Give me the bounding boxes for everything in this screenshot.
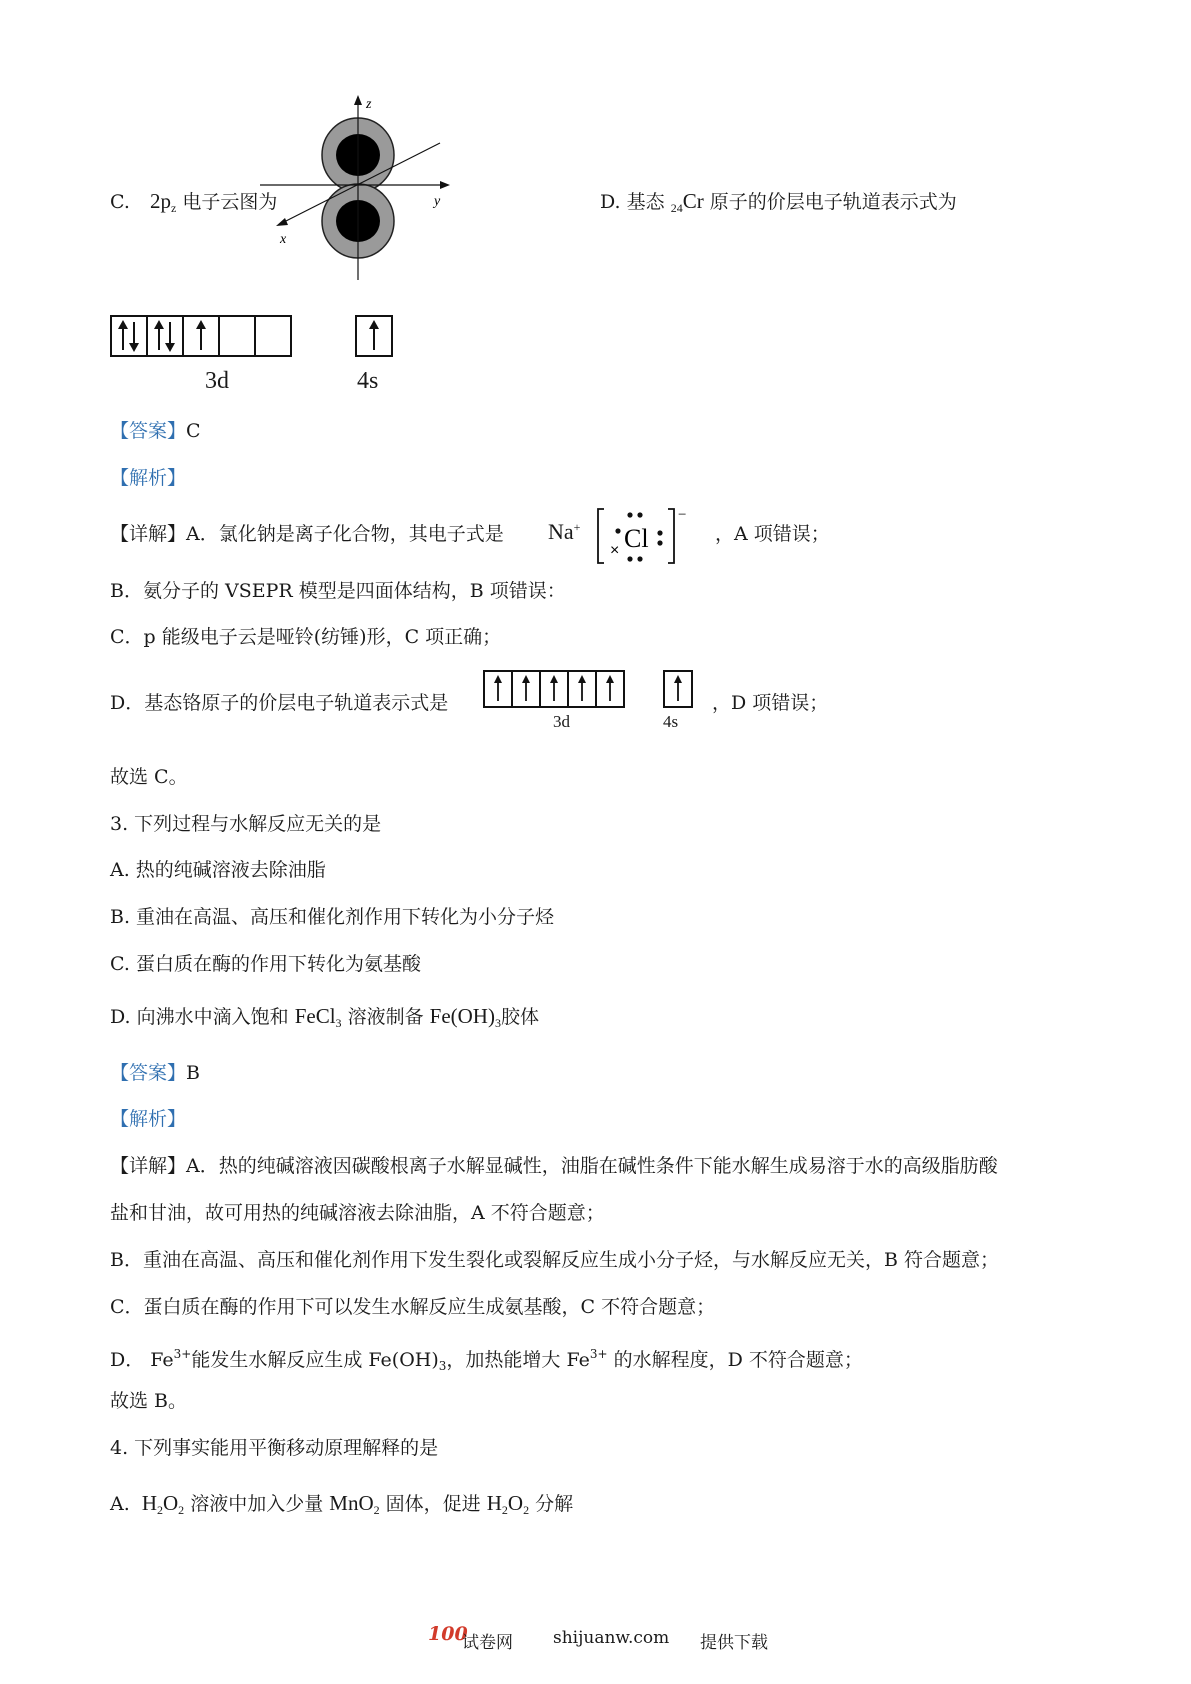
q2-detail-b: B．氨分子的 VSEPR 模型是四面体结构，B 项错误： <box>110 580 566 602</box>
orbital-box <box>146 315 184 357</box>
y-axis-label: y <box>434 194 441 209</box>
label-3d-small: 3d <box>553 712 570 731</box>
cl-charge: − <box>678 507 687 523</box>
q3-option-a: A. 热的纯碱溶液去除油脂 <box>110 859 326 881</box>
footer-domain-link[interactable]: shijuanw.com <box>553 1628 670 1648</box>
orbital-box <box>595 670 625 708</box>
orbital-box <box>110 315 148 357</box>
footer-logo: 100 <box>428 1623 468 1645</box>
q2-detail-c: C．p 能级电子云是哑铃(纺锤)形，C 项正确； <box>110 626 502 648</box>
q4-option-a: A. $H_2O_2$ 溶液中加入少量 MnO$_2$ 固体，促进 $H_2O_2$ 分解 <box>110 1491 574 1517</box>
option-c-line <box>110 188 277 221</box>
option-d-line <box>600 188 957 221</box>
q2-conclusion: 故选 C。 <box>110 766 188 788</box>
label-3d: 3d <box>205 368 229 394</box>
q3-detail-a2: 盐和甘油，故可用热的纯碱溶液去除油脂，A 不符合题意； <box>110 1202 605 1224</box>
svg-text:×: × <box>610 542 620 559</box>
h2o2-formula: $H_2O_2$ <box>141 1491 185 1517</box>
q3-detail-d: D． $Fe^{3+}$能发生水解反应生成 $Fe(OH)_3$，加热能增大 $Fe^{3+}$ 的水解程度，D 不符合题意； <box>110 1347 863 1373</box>
cr-symbol: $_{24}$Cr <box>670 189 704 215</box>
label-4s: 4s <box>357 368 379 394</box>
orbital-box <box>511 670 541 708</box>
cr-3d-orbital-boxes <box>110 315 292 357</box>
option-d-prefix: D. 基态 <box>600 191 665 213</box>
feoh3-formula: $Fe(OH)_3$ <box>429 1004 501 1030</box>
option-c-text: 电子云图为 <box>182 191 278 213</box>
answer-value: B <box>186 1062 200 1084</box>
orbital-box <box>539 670 569 708</box>
q3-option-b: B. 重油在高温、高压和催化剂作用下转化为小分子烃 <box>110 906 555 928</box>
h2o2-formula-2: $H_2O_2$ <box>486 1491 530 1517</box>
orbital-box <box>182 315 220 357</box>
orbital-box <box>355 315 393 357</box>
z-axis-label: z <box>366 97 372 112</box>
cr-correct-3d-boxes <box>483 670 625 708</box>
q3-option-d: D. 向沸水中滴入饱和 FeCl$_3$ 溶液制备 $Fe(OH)_3$胶体 <box>110 1004 539 1030</box>
p-orbital-diagram <box>260 95 480 285</box>
q2-detail-d-end: ，D 项错误； <box>712 692 829 714</box>
orbital-formula: $2p_z$ <box>149 189 177 215</box>
label-4s-small: 4s <box>663 712 679 731</box>
answer-value: C <box>186 420 201 442</box>
q3-detail-c: C．蛋白质在酶的作用下可以发生水解反应生成氨基酸，C 不符合题意； <box>110 1296 716 1318</box>
q3-question: 3. 下列过程与水解反应无关的是 <box>110 813 382 835</box>
orbital-box <box>483 670 513 708</box>
option-d-text: 原子的价层电子轨道表示式为 <box>709 191 957 213</box>
q2-detail-a: 【详解】A．氯化钠是离子化合物，其电子式是 <box>110 523 504 545</box>
cr-correct-4s-box <box>663 670 693 708</box>
footer-provide: 提供下载 <box>700 1633 768 1653</box>
x-axis-label: x <box>280 232 287 247</box>
footer-site-name: 试卷网 <box>462 1633 513 1653</box>
q2-detail-a-end: ，A 项错误； <box>715 523 830 545</box>
answer-tag: 【答案】 <box>110 1062 187 1084</box>
q2-answer <box>110 418 201 444</box>
q2-analysis-tag: 【解析】 <box>110 467 187 489</box>
q3-conclusion: 故选 B。 <box>110 1390 188 1412</box>
detail-tag: 【详解】 <box>110 523 187 545</box>
q3-detail-b: B．重油在高温、高压和催化剂作用下发生裂化或裂解反应生成小分子烃，与水解反应无关，B 符合题意； <box>110 1249 999 1271</box>
orbital-box <box>254 315 292 357</box>
cl-symbol: Cl <box>624 524 649 553</box>
orbital-box <box>218 315 256 357</box>
q3-analysis-tag: 【解析】 <box>110 1108 187 1130</box>
na-ion: Na+ <box>548 519 581 544</box>
fecl3-formula: FeCl$_3$ <box>294 1004 342 1030</box>
q3-option-c: C. 蛋白质在酶的作用下转化为氨基酸 <box>110 953 421 975</box>
q2-detail-d: D．基态铬原子的价层电子轨道表示式是 <box>110 692 449 714</box>
q3-detail-a1: 【详解】A．热的纯碱溶液因碳酸根离子水解显碱性，油脂在碱性条件下能水解生成易溶于水的高级脂肪酸 <box>110 1155 998 1177</box>
detail-tag: 【详解】 <box>110 1155 187 1177</box>
mno2-formula: MnO$_2$ <box>329 1491 380 1517</box>
q4-question: 4. 下列事实能用平衡移动原理解释的是 <box>110 1437 439 1459</box>
cl-electron-dot <box>596 505 688 569</box>
option-c-letter: C. <box>110 191 130 213</box>
orbital-box <box>663 670 693 708</box>
answer-tag: 【答案】 <box>110 420 187 442</box>
orbital-box <box>567 670 597 708</box>
q3-answer <box>110 1060 200 1086</box>
cr-4s-orbital-box <box>355 315 393 357</box>
